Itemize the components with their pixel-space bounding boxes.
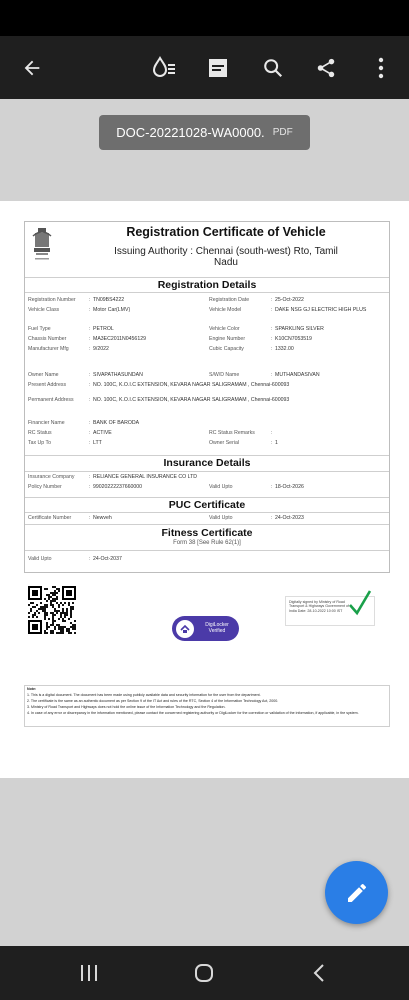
- field-right-label: Registration Date: [209, 297, 250, 303]
- divider: [25, 277, 389, 278]
- notes-box: [24, 685, 390, 727]
- digilocker-verified-badge: [172, 616, 239, 641]
- field-colon: :: [89, 484, 91, 490]
- home-icon[interactable]: [174, 946, 234, 1000]
- share-icon[interactable]: [308, 36, 344, 99]
- status-bar: [0, 0, 409, 36]
- issuing-authority-line-1: Issuing Authority : Chennai (south-west) Rto, Tamil: [114, 246, 338, 257]
- badge-line-1: DigiLocker: [205, 622, 229, 628]
- field-right-value: SPARKLING SILVER: [275, 326, 324, 332]
- field-right-label: Vehicle Model: [209, 307, 242, 313]
- app-toolbar: [0, 36, 409, 99]
- field-left-label: Insurance Company: [28, 474, 75, 480]
- field-colon: :: [89, 474, 91, 480]
- field-colon: :: [89, 336, 91, 342]
- field-left-value: NO. 100C, K.O.I.C EXTENSION, KEVARA NAGAR SALIGRAMAM , Chennai-600093: [93, 382, 290, 388]
- document-name: DOC-20221028-WA0000.: [116, 125, 265, 140]
- divider: [25, 550, 389, 551]
- field-left-value: Motor Car(LMV): [93, 307, 131, 313]
- field-left-label: Present Address: [28, 382, 67, 388]
- field-colon: :: [89, 372, 91, 378]
- document-name-chip: [99, 115, 310, 150]
- digital-signature-text: Digitally signed by Ministry of Road Transport & Highways Government of India Date: 28-10-2022 10:00 IST: [289, 600, 349, 613]
- check-mark-icon: [348, 589, 372, 617]
- back-icon[interactable]: [289, 946, 349, 1000]
- qr-code: [28, 586, 76, 634]
- field-colon: :: [271, 372, 273, 378]
- field-colon: :: [271, 326, 273, 332]
- field-left-value: SIVAPATHASUNDAN: [93, 372, 143, 378]
- field-right-value: DAKE NSG GJ ELECTRIC HIGH PLUS: [275, 307, 367, 313]
- badge-line-2: Verified: [208, 627, 226, 634]
- field-left-value: 24-Oct-2037: [93, 556, 122, 562]
- document-extension: PDF: [272, 127, 293, 138]
- pdf-page: [0, 201, 409, 778]
- field-left-value: NO. 100C, K.O.I.C EXTENSION, KEVARA NAGAR SALIGRAMAM , Chennai-600093: [93, 397, 290, 403]
- registration-details-heading: Registration Details: [157, 279, 257, 291]
- ink-drop-icon[interactable]: [146, 36, 182, 99]
- field-left-label: Registration Number: [28, 297, 76, 303]
- reader-view-icon[interactable]: [200, 36, 236, 99]
- note-line: 3. Ministry of Road Transport and Highways does not hold the online issue of the Information Technology and the Regulation.: [27, 705, 226, 709]
- field-right-value: 1332.00: [275, 346, 294, 352]
- field-right-value: 18-Oct-2026: [275, 484, 304, 490]
- field-right-value: 24-Oct-2023: [275, 515, 304, 521]
- puc-certificate-heading: PUC Certificate: [168, 499, 246, 511]
- field-left-label: Tax Up To: [28, 440, 51, 446]
- field-left-label: Permanent Address: [28, 397, 74, 403]
- field-left-label: Certificate Number: [28, 515, 72, 521]
- field-right-label: Engine Number: [209, 336, 246, 342]
- divider: [25, 524, 389, 525]
- field-right-label: Cubic Capacity: [209, 346, 244, 352]
- note-line: 2. The certificate is the same as an authentic document as per Section 9 of the IT Act and rules of the RTC, Section 4 of the Information Technology Act, 2000.: [27, 699, 279, 703]
- field-colon: :: [89, 420, 91, 426]
- field-right-value: K10CN7053519: [275, 336, 312, 342]
- field-right-label: Valid Upto: [209, 515, 233, 521]
- field-colon: :: [89, 556, 91, 562]
- divider: [25, 292, 389, 293]
- field-left-label: Fuel Type: [28, 326, 51, 332]
- field-right-value: 1: [275, 440, 278, 446]
- field-colon: :: [271, 484, 273, 490]
- field-colon: :: [271, 515, 273, 521]
- field-left-value: 99020222237660000: [93, 484, 143, 490]
- fitness-certificate-heading: Fitness Certificate: [161, 527, 253, 539]
- system-nav-bar: [0, 946, 409, 1000]
- field-left-label: Vehicle Class: [28, 307, 60, 313]
- insurance-details-heading: Insurance Details: [163, 457, 251, 469]
- field-left-label: Valid Upto: [28, 556, 52, 562]
- field-left-label: Financier Name: [28, 420, 65, 426]
- field-left-value: Newveh: [93, 515, 112, 521]
- national-emblem-icon: [29, 224, 55, 266]
- recents-icon[interactable]: [59, 946, 119, 1000]
- note-heading: Note:: [27, 687, 37, 691]
- field-colon: :: [89, 346, 91, 352]
- field-right-label: Owner Serial: [209, 440, 239, 446]
- certificate-box: [24, 221, 390, 573]
- field-left-label: Chassis Number: [28, 336, 67, 342]
- field-colon: :: [271, 297, 273, 303]
- edit-fab[interactable]: [325, 861, 388, 924]
- more-vert-icon[interactable]: [366, 36, 396, 99]
- back-arrow-icon[interactable]: [14, 36, 50, 99]
- field-colon: :: [271, 346, 273, 352]
- digilocker-icon: [176, 620, 194, 638]
- field-left-value: 9/2022: [93, 346, 109, 352]
- pdf-viewer[interactable]: [0, 99, 409, 946]
- search-icon[interactable]: [255, 36, 291, 99]
- field-colon: :: [89, 430, 91, 436]
- field-right-label: Valid Upto: [209, 484, 233, 490]
- field-left-label: Policy Number: [28, 484, 62, 490]
- field-colon: :: [89, 297, 91, 303]
- field-colon: :: [271, 336, 273, 342]
- edit-pencil-icon: [345, 881, 369, 905]
- fitness-form-subtitle: Form 38 [See Rule 62(1)]: [173, 540, 241, 546]
- issuing-authority-line-2: Nadu: [214, 257, 238, 268]
- field-left-value: ACTIVE: [93, 430, 112, 436]
- field-colon: :: [89, 382, 91, 388]
- field-colon: :: [89, 440, 91, 446]
- divider: [25, 512, 389, 513]
- badge-text: [198, 623, 236, 634]
- field-colon: :: [271, 440, 273, 446]
- field-left-value: RELIANCE GENERAL INSURANCE CO LTD: [93, 474, 198, 480]
- field-right-label: RC Status Remarks: [209, 430, 255, 436]
- divider: [25, 471, 389, 472]
- field-colon: :: [89, 397, 91, 403]
- field-colon: :: [89, 326, 91, 332]
- field-colon: :: [89, 307, 91, 313]
- field-left-value: PETROL: [93, 326, 114, 332]
- field-left-value: TN09BS4222: [93, 297, 125, 303]
- field-colon: :: [271, 307, 273, 313]
- note-line: 4. In case of any error or discrepancy in the information mentioned, please contact the concerned registering authority or DigiLocker for the correction or validation of the information, if applicable, in the system.: [27, 711, 359, 715]
- certificate-title: Registration Certificate of Vehicle: [126, 225, 326, 239]
- field-colon: :: [271, 430, 273, 436]
- divider: [25, 497, 389, 498]
- field-colon: :: [89, 515, 91, 521]
- field-left-value: BANK OF BARODA: [93, 420, 140, 426]
- field-right-label: S/W/D Name: [209, 372, 240, 378]
- digital-signature-box: [285, 596, 375, 626]
- note-line: 1. This is a digital document. The document has been made using publicly available data and security information for the user from the department.: [27, 693, 261, 697]
- field-right-value: MUTHANDASIVAN: [275, 372, 320, 378]
- field-left-label: Owner Name: [28, 372, 59, 378]
- field-right-label: Vehicle Color: [209, 326, 240, 332]
- field-right-value: 25-Oct-2022: [275, 297, 304, 303]
- field-left-value: MA3EC2011N0456129: [93, 336, 146, 342]
- field-left-label: RC Status: [28, 430, 52, 436]
- divider: [25, 455, 389, 456]
- field-left-value: LTT: [93, 440, 102, 446]
- field-left-label: Manufacturer Mfg: [28, 346, 69, 352]
